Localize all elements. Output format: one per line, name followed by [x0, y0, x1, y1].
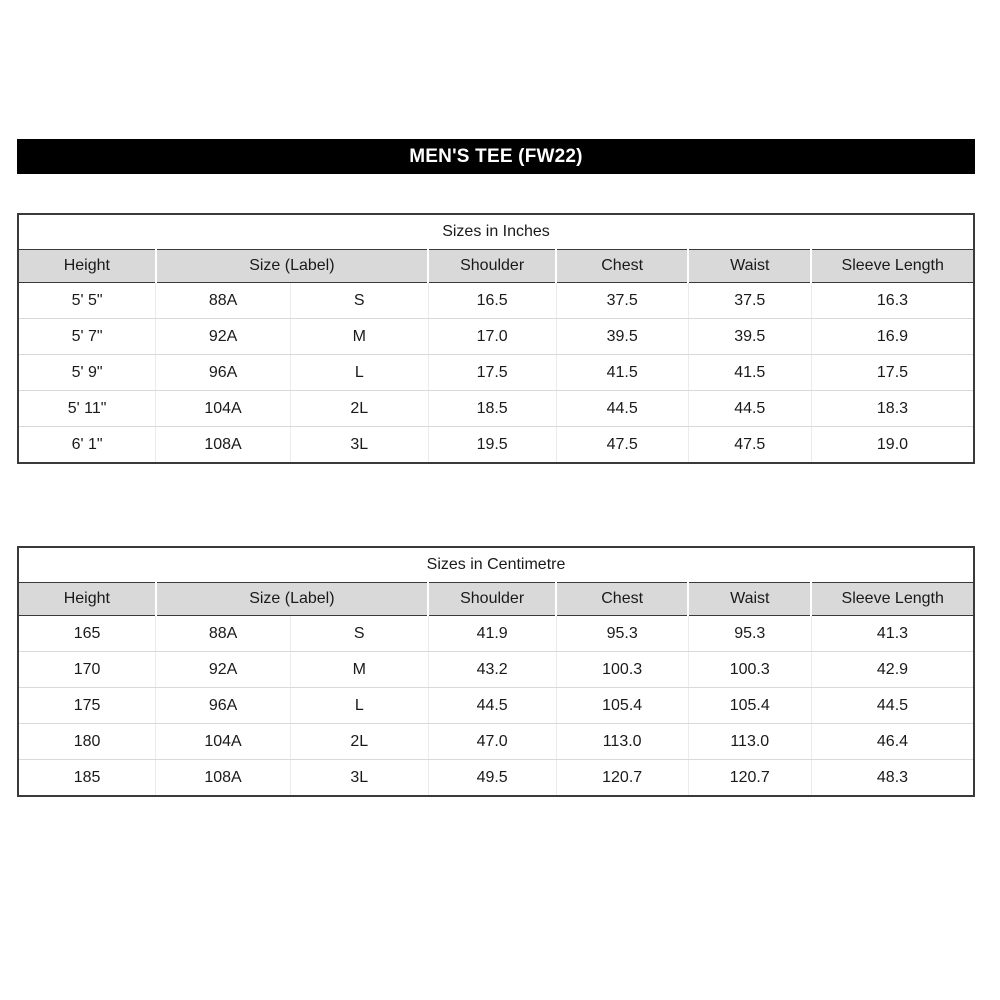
table-cell: 5' 11" — [18, 391, 156, 427]
table-cell: 39.5 — [556, 319, 688, 355]
table-cell: 185 — [73, 768, 101, 786]
table-cell: 120.7 — [688, 760, 811, 797]
column-header-chest: Chest — [556, 250, 688, 283]
column-header-sleeve-length: Sleeve Length — [811, 250, 974, 283]
table-cell: 41.9 — [428, 616, 556, 652]
table-cell: 42.9 — [811, 652, 974, 688]
table-cell: 37.5 — [688, 283, 811, 319]
table-row — [18, 724, 974, 760]
table-cell: 95.3 — [688, 616, 811, 652]
table-cell: M — [290, 652, 428, 688]
table-cell: 44.5 — [811, 688, 974, 724]
table-cell: S — [290, 616, 428, 652]
column-header-chest: Chest — [556, 583, 688, 616]
table-cell: 44.5 — [688, 391, 811, 427]
table-cell: L — [290, 355, 428, 391]
table-row — [18, 760, 974, 797]
table-cell: 41.5 — [688, 355, 811, 391]
table-cell: 19.0 — [811, 427, 974, 464]
table-cell: 41.3 — [811, 616, 974, 652]
table-cell: 113.0 — [688, 724, 811, 760]
table-cell: 5' 5" — [18, 283, 156, 319]
table-cell: 105.4 — [688, 688, 811, 724]
table-cell: 48.3 — [811, 760, 974, 797]
table-cell: 175 — [18, 688, 156, 724]
column-header-sleeve-length: Sleeve Length — [811, 583, 974, 616]
table-cell: 180 — [18, 724, 156, 760]
table-cell: 19.5 — [428, 427, 556, 464]
table-cell: 39.5 — [688, 319, 811, 355]
table-title: Sizes in Centimetre — [18, 547, 974, 583]
table-title: Sizes in Inches — [18, 214, 974, 250]
table-cell: 2L — [290, 724, 428, 760]
table-cell: 104A — [156, 724, 291, 760]
table-cell: 3L — [290, 427, 428, 464]
inches-table — [17, 213, 975, 464]
table-cell: 6' 1" — [71, 435, 103, 453]
table-cell: 100.3 — [556, 652, 688, 688]
table-cell: 44.5 — [428, 688, 556, 724]
table-cell: 165 — [18, 616, 156, 652]
table-cell: 5' 7" — [18, 319, 156, 355]
table-row — [18, 355, 974, 391]
table-title-row — [18, 547, 974, 583]
table-cell: 17.0 — [428, 319, 556, 355]
table-cell: 108A — [156, 427, 291, 464]
column-header-height: Height — [18, 583, 156, 616]
table-cell: 3L — [290, 760, 428, 797]
column-header-shoulder: Shoulder — [428, 250, 556, 283]
table-cell: 18.3 — [811, 391, 974, 427]
table-cell: 47.0 — [428, 724, 556, 760]
table-cell: 37.5 — [556, 283, 688, 319]
table-cell: 88A — [156, 283, 291, 319]
column-header-shoulder: Shoulder — [428, 583, 556, 616]
table-row — [18, 283, 974, 319]
table-cell: 16.5 — [428, 283, 556, 319]
table-cell: 113.0 — [556, 724, 688, 760]
table-cell: 44.5 — [556, 391, 688, 427]
table-cell: 100.3 — [688, 652, 811, 688]
table-cell: 43.2 — [428, 652, 556, 688]
column-header-height: Height — [18, 250, 156, 283]
table-row — [18, 688, 974, 724]
table-cell: 18.5 — [428, 391, 556, 427]
table-cell: 47.5 — [688, 427, 811, 464]
table-cell: 41.5 — [556, 355, 688, 391]
table-cell: 5' 9" — [18, 355, 156, 391]
table-cell: L — [290, 688, 428, 724]
table-cell: 96A — [156, 688, 291, 724]
table-cell: 2L — [290, 391, 428, 427]
centimetre-table — [17, 546, 975, 797]
table-cell: 88A — [156, 616, 291, 652]
table-cell: 17.5 — [811, 355, 974, 391]
table-row — [18, 391, 974, 427]
table-header-row — [18, 250, 974, 283]
table-cell: 92A — [156, 319, 291, 355]
column-header-waist: Waist — [688, 583, 811, 616]
table-cell: 17.5 — [428, 355, 556, 391]
table-cell: 104A — [156, 391, 291, 427]
table-cell: S — [290, 283, 428, 319]
table-row — [18, 652, 974, 688]
column-header-size-label: Size (Label) — [156, 583, 428, 616]
table-title-row — [18, 214, 974, 250]
title-banner — [17, 139, 975, 174]
page-title: MEN'S TEE (FW22) — [409, 145, 583, 167]
table-cell: 92A — [156, 652, 291, 688]
table-row — [18, 616, 974, 652]
column-header-waist: Waist — [688, 250, 811, 283]
table-cell: M — [290, 319, 428, 355]
table-row — [18, 319, 974, 355]
table-cell: 46.4 — [811, 724, 974, 760]
table-row — [18, 427, 974, 464]
table-cell: 120.7 — [556, 760, 688, 797]
table-cell: 96A — [156, 355, 291, 391]
column-header-size-label: Size (Label) — [156, 250, 428, 283]
table-cell: 47.5 — [556, 427, 688, 464]
table-cell: 16.3 — [811, 283, 974, 319]
table-cell: 16.9 — [811, 319, 974, 355]
table-cell: 108A — [156, 760, 291, 797]
table-cell: 105.4 — [556, 688, 688, 724]
table-cell: 49.5 — [428, 760, 556, 797]
table-cell: 170 — [18, 652, 156, 688]
table-cell: 95.3 — [556, 616, 688, 652]
table-header-row — [18, 583, 974, 616]
